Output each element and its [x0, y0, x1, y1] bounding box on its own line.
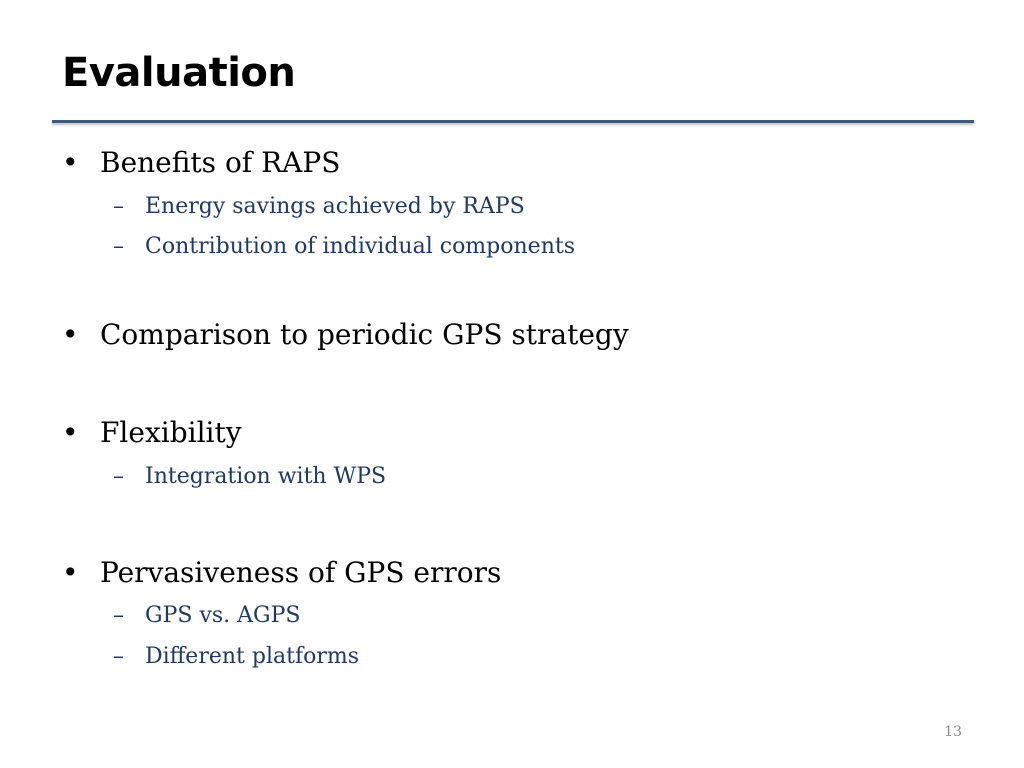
bullet-marker: • [62, 146, 79, 179]
bullet-text: Benefits of RAPS [100, 146, 341, 179]
sub-bullet-text: Integration with WPS [145, 464, 387, 489]
bullet-item [62, 146, 340, 179]
sub-bullet-marker: – [113, 194, 124, 219]
sub-bullet-text: Contribution of individual components [145, 234, 575, 259]
title-underline [52, 120, 974, 123]
bullet-marker: • [62, 556, 79, 589]
sub-bullet-marker: – [113, 644, 124, 669]
sub-bullet-marker: – [113, 464, 124, 489]
bullet-item [62, 556, 501, 589]
sub-bullet-item [113, 603, 300, 628]
bullet-item [62, 416, 242, 449]
sub-bullet-text: GPS vs. AGPS [145, 603, 301, 628]
bullet-text: Comparison to periodic GPS strategy [100, 318, 629, 351]
sub-bullet-item [113, 464, 386, 489]
slide-title: Evaluation [62, 50, 296, 96]
bullet-marker: • [62, 318, 79, 351]
bullet-marker: • [62, 416, 79, 449]
sub-bullet-item [113, 234, 575, 259]
sub-bullet-text: Different platforms [145, 644, 359, 669]
bullet-item [62, 318, 629, 351]
page-number: 13 [944, 724, 962, 740]
bullet-text: Pervasiveness of GPS errors [100, 556, 502, 589]
sub-bullet-marker: – [113, 603, 124, 628]
bullet-text: Flexibility [100, 416, 242, 449]
sub-bullet-item [113, 644, 359, 669]
sub-bullet-text: Energy savings achieved by RAPS [145, 194, 525, 219]
sub-bullet-marker: – [113, 234, 124, 259]
sub-bullet-item [113, 194, 525, 219]
